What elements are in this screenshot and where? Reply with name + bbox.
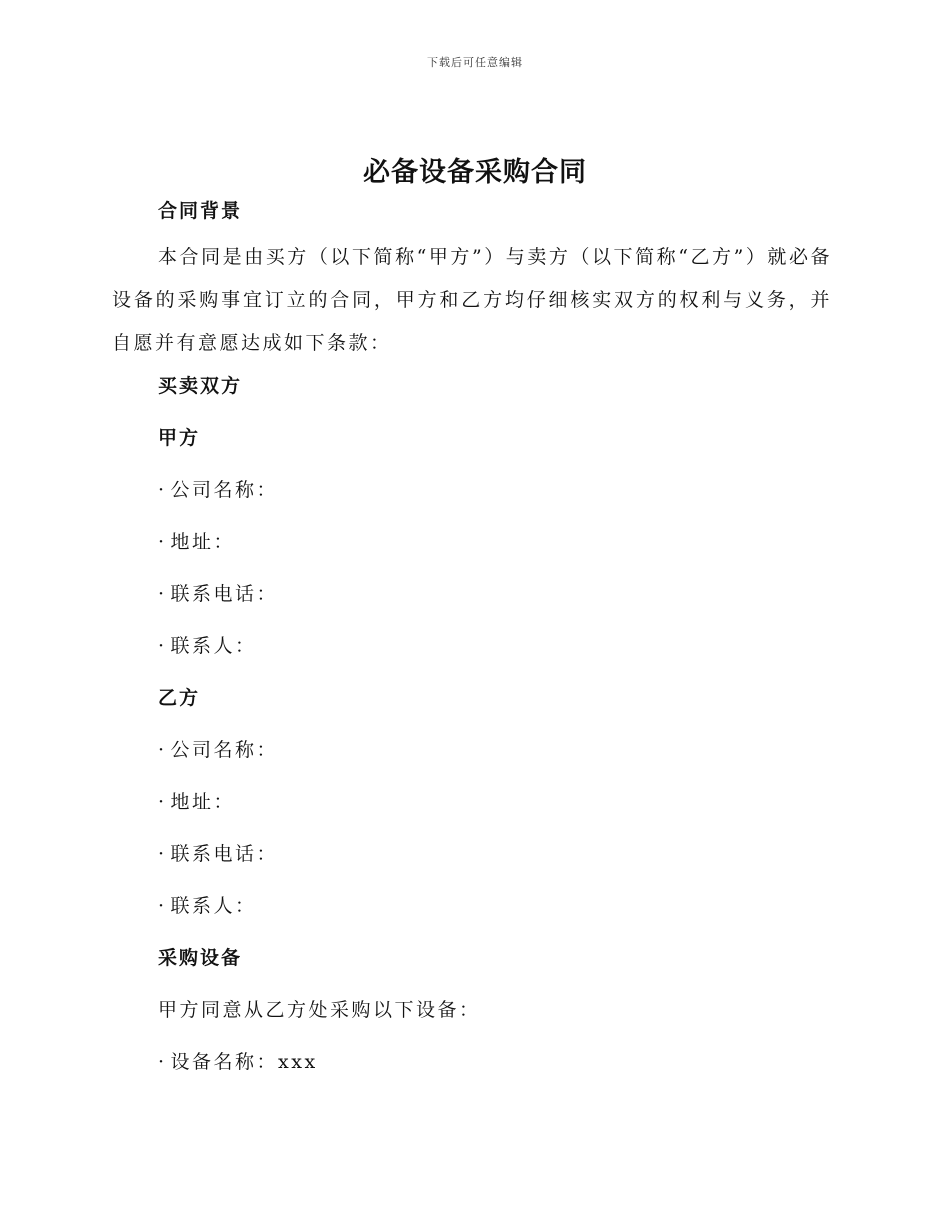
party-a-field-phone (158, 581, 832, 633)
party-a-field-company (158, 477, 832, 529)
section-heading-background: 合同背景 (158, 200, 243, 222)
bullet-icon: · (158, 739, 167, 761)
bullet-icon: · (158, 479, 167, 501)
header-note: 下载后可任意编辑 (427, 56, 523, 69)
party-b-field-address (158, 789, 832, 841)
field-label: 地址： (170, 531, 236, 553)
bullet-icon: · (158, 635, 167, 657)
party-b-field-company (158, 737, 832, 789)
equipment-item-label: 设备名称：xxx (170, 1051, 318, 1073)
field-label: 联系人： (170, 895, 257, 917)
party-a-heading: 甲方 (158, 427, 201, 449)
party-b-field-phone (158, 841, 832, 893)
field-label: 联系电话： (170, 583, 279, 605)
equipment-item (158, 1049, 832, 1101)
party-a-field-contact (158, 633, 832, 685)
document-title: 必备设备采购合同 (363, 157, 587, 188)
field-label: 地址： (170, 791, 236, 813)
field-label: 公司名称： (170, 479, 279, 501)
bullet-icon: · (158, 791, 167, 813)
bullet-icon: · (158, 843, 167, 865)
bullet-icon: · (158, 1051, 167, 1073)
field-label: 联系人： (170, 635, 257, 657)
field-label: 公司名称： (170, 739, 279, 761)
bullet-icon: · (158, 583, 167, 605)
section-heading-parties: 买卖双方 (158, 375, 243, 397)
bullet-icon: · (158, 895, 167, 917)
equipment-intro: 甲方同意从乙方处采购以下设备： (158, 999, 481, 1021)
bullet-icon: · (158, 531, 167, 553)
party-b-heading: 乙方 (158, 687, 201, 709)
party-a-field-address (158, 529, 832, 581)
document-body (112, 198, 832, 1101)
background-paragraph: 本合同是由买方（以下简称“甲方”）与卖方（以下简称“乙方”）就必备设备的采购事宜订立的合同，甲方和乙方均仔细核实双方的权利与义务，并自愿并有意愿达成如下条款： (112, 246, 832, 354)
field-label: 联系电话： (170, 843, 279, 865)
section-heading-equipment: 采购设备 (158, 947, 243, 969)
party-b-field-contact (158, 893, 832, 945)
